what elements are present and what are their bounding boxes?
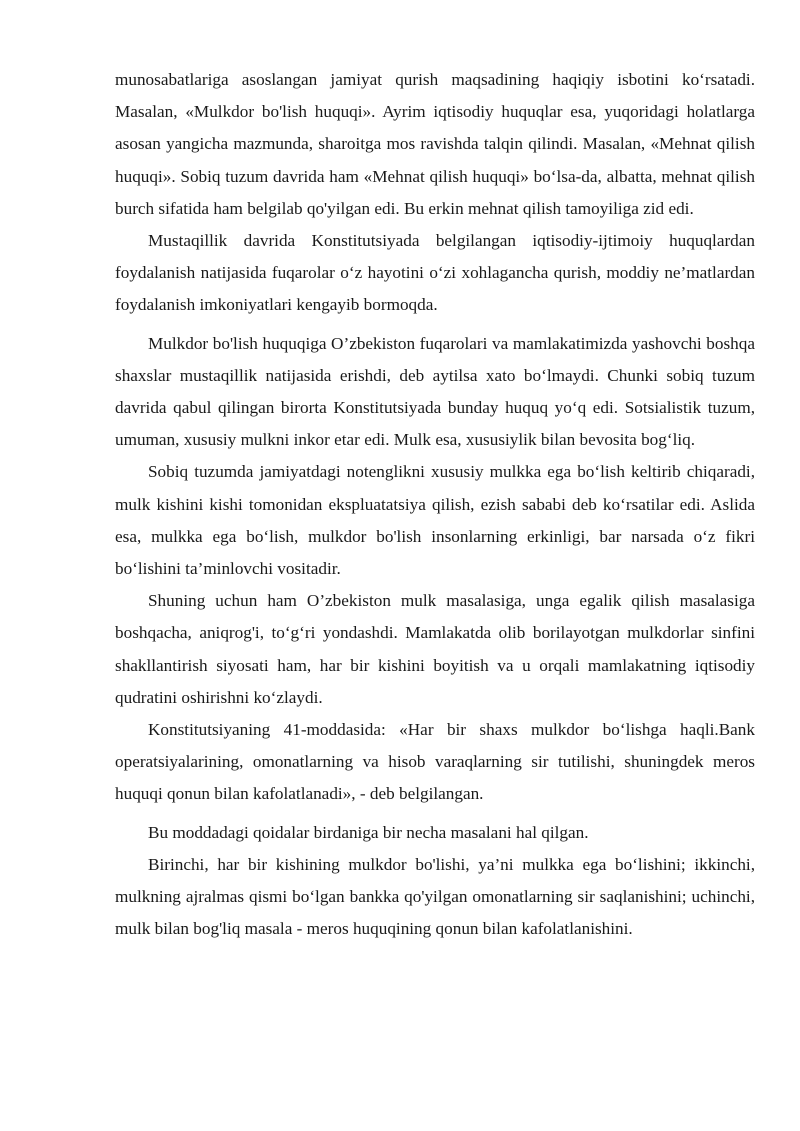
paragraph-5: Shuning uchun ham O’zbekiston mulk masalasiga, unga egalik qilish masalasiga boshqacha, aniqrog'i, to‘g‘ri yondashdi. Mamlakatda olib borilayotgan mulkdorlar sinfini shakllantirish siyosati ham, har bir kishini boyitish va u orqali mamlakatning iqtisodiy qudratini oshirishni ko‘zlaydi. bbox=[115, 591, 755, 707]
paragraph-8: Birinchi, har bir kishining mulkdor bo'lishi, ya’ni mulkka ega bo‘lishini; ikkinchi, mulkning ajralmas qismi bo‘lgan bankka qo'yilgan omonatlarning sir saqlanishini; uchinchi, mulk bilan bog'liq masala - meros huquqining qonun bilan kafolatlanishini. bbox=[115, 854, 755, 939]
paragraph-7: Bu moddadagi qoidalar birdaniga bir necha masalani hal qilgan. bbox=[148, 822, 589, 842]
paragraph-4: Sobiq tuzumda jamiyatdagi notenglikni xususiy mulkka ega bo‘lish keltirib chiqaradi, mulk kishini kishi tomonidan ekspluatatsiya qilish, ezish sababi deb ko‘rsatilar edi. Aslida esa, mulkka ega bo‘lish, mulkdor bo'lish insonlarning erkinligi, bar narsada o‘z fikri bo‘lishini ta’minlovchi vositadir. bbox=[115, 462, 755, 579]
paragraph-1: munosabatlariga asoslangan jamiyat qurish maqsadining haqiqiy isbotini ko‘rsatadi. Masalan, «Mulkdor bo'lish huquqi». Ayrim iqtisodiy huquqlar esa, yuqoridagi holatlarga asosan yangicha mazmunda, sharoitga mos ravishda talqin qilindi. Masalan, «Mehnat qilish huquqi». Sobiq tuzum davrida ham «Mehnat qilish huquqi» bo‘lsa-da, albatta, mehnat qilish burch sifatida ham belgilab qo'yilgan edi. Bu erkin mehnat qilish tamoyiliga zid edi. bbox=[115, 70, 755, 218]
paragraph-3: Mulkdor bo'lish huquqiga O’zbekiston fuqarolari va mamlakatimizda yashovchi boshqa shaxslar mustaqillik natijasida erishdi, deb aytilsa xato bo‘lmaydi. Chunki sobiq tuzum davrida qabul qilingan birorta Konstitutsiyada bunday huquq yo‘q edi. Sotsialistik tuzum, umuman, xususiy mulkni inkor etar edi. Mulk esa, xususiylik bilan bevosita bog‘liq. bbox=[115, 333, 755, 450]
document-page bbox=[115, 64, 755, 945]
paragraph-2: Mustaqillik davrida Konstitutsiyada belgilangan iqtisodiy-ijtimoiy huquqlardan foydalanish natijasida fuqarolar o‘z hayotini o‘zi xohlagancha qurish, moddiy ne’matlardan foydalanish imkoniyatlari kengayib bormoqda. bbox=[115, 231, 755, 315]
paragraph-6: Konstitutsiyaning 41-moddasida: «Har bir shaxs mulkdor bo‘lishga haqli.Bank operatsiyalarining, omonatlarning va hisob varaqlarning sir tutilishi, shuningdek meros huquqi qonun bilan kafolatlanadi», - deb belgilangan. bbox=[115, 720, 755, 804]
